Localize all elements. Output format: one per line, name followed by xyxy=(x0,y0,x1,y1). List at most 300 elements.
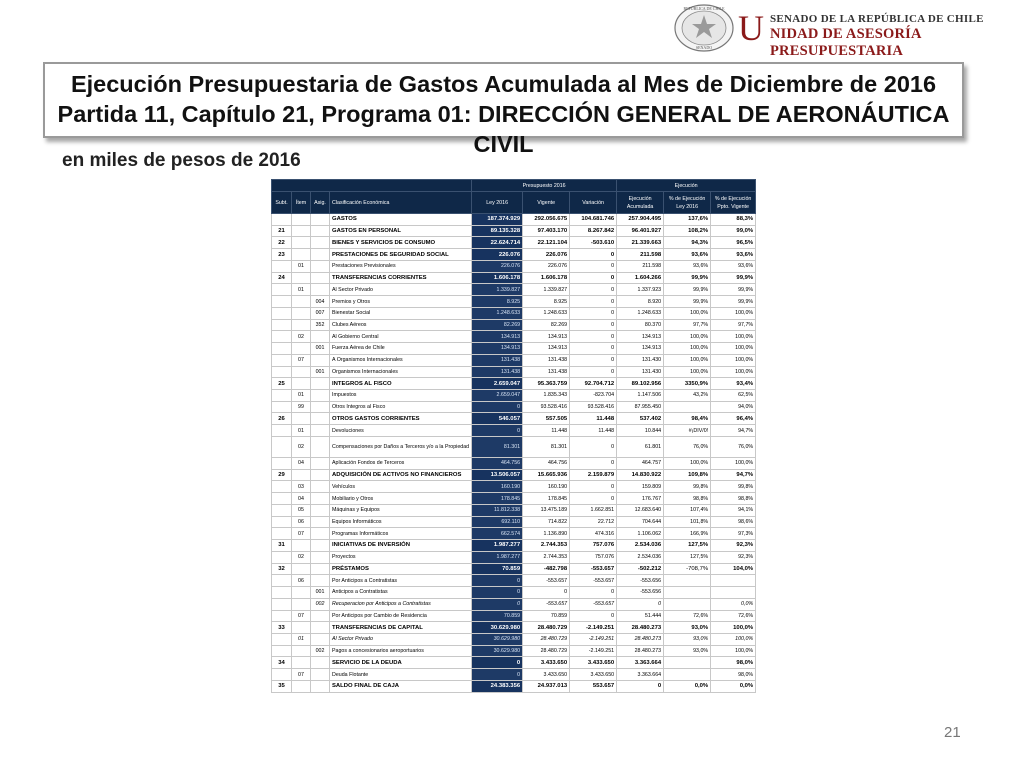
cell-desc: INICIATIVAS DE INVERSIÓN xyxy=(330,540,472,552)
cell-item xyxy=(292,657,311,669)
institution-line2: NIDAD DE ASESORÍA PRESUPUESTARIA xyxy=(770,26,921,59)
cell-pct-ley: 98,4% xyxy=(664,413,711,425)
cell-subt: 35 xyxy=(272,680,292,692)
cell-ejecucion: 12.683.640 xyxy=(617,504,664,516)
cell-item xyxy=(292,563,311,575)
cell-asig: 001 xyxy=(311,587,330,599)
cell-pct-vigente: 99,9% xyxy=(711,272,756,284)
cell-ejecucion: 21.339.663 xyxy=(617,237,664,249)
cell-subt: 31 xyxy=(272,540,292,552)
cell-asig: 002 xyxy=(311,598,330,610)
cell-item xyxy=(292,237,311,249)
cell-variacion: 757.076 xyxy=(570,540,617,552)
cell-desc: PRESTACIONES DE SEGURIDAD SOCIAL xyxy=(330,249,472,261)
cell-item: 01 xyxy=(292,633,311,645)
table-row xyxy=(272,598,756,610)
cell-asig xyxy=(311,331,330,343)
cell-vigente: 2.744.353 xyxy=(523,540,570,552)
cell-item xyxy=(292,645,311,657)
cell-subt: 29 xyxy=(272,469,292,481)
cell-variacion: 11.448 xyxy=(570,425,617,437)
asig-header: Asig. xyxy=(311,192,330,214)
cell-variacion: 0 xyxy=(570,493,617,505)
cell-pct-ley: 43,2% xyxy=(664,390,711,402)
cell-item xyxy=(292,307,311,319)
cell-item xyxy=(292,413,311,425)
cell-variacion: 104.681.746 xyxy=(570,214,617,226)
cell-ley: 1.248.633 xyxy=(472,307,523,319)
cell-pct-ley: 93,6% xyxy=(664,260,711,272)
pct-vigente-header: % de Ejecución Ppto. Vigente xyxy=(711,192,756,214)
cell-vigente: 1.248.633 xyxy=(523,307,570,319)
cell-pct-ley xyxy=(664,575,711,587)
item-header: Ítem xyxy=(292,192,311,214)
cell-asig xyxy=(311,493,330,505)
cell-ejecucion: 0 xyxy=(617,680,664,692)
cell-pct-vigente: 100,0% xyxy=(711,457,756,469)
cell-ley: 89.135.328 xyxy=(472,225,523,237)
cell-variacion: 0 xyxy=(570,610,617,622)
cell-pct-vigente: 100,0% xyxy=(711,622,756,634)
cell-vigente: 11.448 xyxy=(523,425,570,437)
cell-pct-ley: 93,6% xyxy=(664,249,711,261)
cell-item: 01 xyxy=(292,390,311,402)
table-row xyxy=(272,551,756,563)
cell-pct-ley: 98,8% xyxy=(664,493,711,505)
cell-desc: SALDO FINAL DE CAJA xyxy=(330,680,472,692)
ejecucion-header: Ejecución Acumulada xyxy=(617,192,664,214)
cell-asig xyxy=(311,622,330,634)
cell-pct-ley: 127,5% xyxy=(664,551,711,563)
cell-asig xyxy=(311,610,330,622)
cell-vigente: 13.475.189 xyxy=(523,504,570,516)
cell-ejecucion: 8.920 xyxy=(617,296,664,308)
cell-desc: Equipos Informáticos xyxy=(330,516,472,528)
cell-asig xyxy=(311,575,330,587)
cell-desc: Programas Informáticos xyxy=(330,528,472,540)
table-row xyxy=(272,307,756,319)
cell-vigente: 134.913 xyxy=(523,331,570,343)
cell-item xyxy=(292,366,311,378)
cell-asig xyxy=(311,528,330,540)
seal-text-bottom: SENADO xyxy=(695,45,713,50)
cell-asig: 001 xyxy=(311,343,330,355)
cell-variacion: 0 xyxy=(570,260,617,272)
cell-asig xyxy=(311,249,330,261)
cell-vigente: 226.076 xyxy=(523,249,570,261)
table-row xyxy=(272,587,756,599)
cell-desc: Aplicación Fondos de Terceros xyxy=(330,457,472,469)
cell-ley: 81.301 xyxy=(472,436,523,457)
cell-variacion: 0 xyxy=(570,296,617,308)
cell-vigente: -553.657 xyxy=(523,598,570,610)
cell-pct-vigente: 99,9% xyxy=(711,296,756,308)
cell-desc: Otros Integros al Fisco xyxy=(330,401,472,413)
cell-item xyxy=(292,249,311,261)
cell-pct-ley: 93,0% xyxy=(664,633,711,645)
cell-subt xyxy=(272,575,292,587)
cell-ejecucion: 134.913 xyxy=(617,331,664,343)
cell-asig xyxy=(311,390,330,402)
cell-item xyxy=(292,343,311,355)
cell-asig xyxy=(311,354,330,366)
cell-vigente: 28.480.729 xyxy=(523,622,570,634)
table-row xyxy=(272,457,756,469)
cell-ejecucion: 704.644 xyxy=(617,516,664,528)
cell-variacion: -2.149.251 xyxy=(570,633,617,645)
cell-ejecucion: 96.401.927 xyxy=(617,225,664,237)
cell-desc: Proyectos xyxy=(330,551,472,563)
table-row xyxy=(272,390,756,402)
table-row xyxy=(272,343,756,355)
cell-ejecucion: 28.480.273 xyxy=(617,645,664,657)
cell-vigente: 22.121.104 xyxy=(523,237,570,249)
cell-ejecucion: 89.102.956 xyxy=(617,378,664,390)
cell-ley: 13.506.057 xyxy=(472,469,523,481)
cell-ejecucion: 3.363.664 xyxy=(617,669,664,681)
table-row xyxy=(272,272,756,284)
cell-ley: 30.629.980 xyxy=(472,645,523,657)
cell-variacion: 0 xyxy=(570,284,617,296)
cell-ejecucion: 1.147.506 xyxy=(617,390,664,402)
cell-desc: Premios y Otros xyxy=(330,296,472,308)
cell-subt: 25 xyxy=(272,378,292,390)
cell-vigente: 1.835.343 xyxy=(523,390,570,402)
cell-variacion: -823.704 xyxy=(570,390,617,402)
cell-subt: 21 xyxy=(272,225,292,237)
cell-vigente: 464.756 xyxy=(523,457,570,469)
cell-vigente: -553.657 xyxy=(523,575,570,587)
cell-ejecucion: 211.598 xyxy=(617,249,664,261)
cell-subt xyxy=(272,645,292,657)
table-body xyxy=(272,214,756,693)
cell-subt xyxy=(272,528,292,540)
cell-item: 01 xyxy=(292,284,311,296)
cell-vigente: 131.438 xyxy=(523,354,570,366)
cell-vigente: 15.665.936 xyxy=(523,469,570,481)
table-row xyxy=(272,401,756,413)
cell-desc: Vehículos xyxy=(330,481,472,493)
cell-pct-ley: 109,8% xyxy=(664,469,711,481)
vigente-header: Vigente xyxy=(523,192,570,214)
cell-variacion: 0 xyxy=(570,457,617,469)
cell-vigente: 28.480.729 xyxy=(523,645,570,657)
cell-asig xyxy=(311,469,330,481)
cell-asig xyxy=(311,563,330,575)
cell-ejecucion: 1.337.923 xyxy=(617,284,664,296)
cell-item: 05 xyxy=(292,504,311,516)
cell-pct-ley: 166,9% xyxy=(664,528,711,540)
cell-pct-vigente: 72,6% xyxy=(711,610,756,622)
cell-ley: 11.812.338 xyxy=(472,504,523,516)
cell-pct-ley: 100,0% xyxy=(664,331,711,343)
cell-pct-vigente: 96,5% xyxy=(711,237,756,249)
cell-subt: 32 xyxy=(272,563,292,575)
cell-ley: 131.438 xyxy=(472,354,523,366)
cell-variacion: 92.704.712 xyxy=(570,378,617,390)
cell-ejecucion: 87.955.450 xyxy=(617,401,664,413)
table-row xyxy=(272,481,756,493)
cell-pct-vigente: 93,6% xyxy=(711,249,756,261)
cell-asig xyxy=(311,214,330,226)
cell-ley: 0 xyxy=(472,401,523,413)
cell-pct-ley xyxy=(664,657,711,669)
table-row xyxy=(272,528,756,540)
cell-ejecucion: 1.106.062 xyxy=(617,528,664,540)
cell-ejecucion: 159.809 xyxy=(617,481,664,493)
cell-pct-ley: 100,0% xyxy=(664,366,711,378)
cell-subt xyxy=(272,551,292,563)
cell-vigente: 0 xyxy=(523,587,570,599)
cell-item: 01 xyxy=(292,260,311,272)
cell-ejecucion: 14.830.922 xyxy=(617,469,664,481)
cell-pct-vigente: 93,6% xyxy=(711,260,756,272)
cell-pct-ley: -708,7% xyxy=(664,563,711,575)
cell-asig xyxy=(311,540,330,552)
cell-vigente: 81.301 xyxy=(523,436,570,457)
table-row xyxy=(272,563,756,575)
cell-ley: 1.606.178 xyxy=(472,272,523,284)
cell-ejecucion: 61.801 xyxy=(617,436,664,457)
cell-variacion: -503.610 xyxy=(570,237,617,249)
cell-subt xyxy=(272,319,292,331)
cell-pct-vigente: 100,0% xyxy=(711,645,756,657)
cell-asig xyxy=(311,516,330,528)
cell-ley: 134.913 xyxy=(472,331,523,343)
cell-pct-ley: 99,9% xyxy=(664,272,711,284)
cell-variacion: 93.528.416 xyxy=(570,401,617,413)
cell-pct-vigente: 100,0% xyxy=(711,354,756,366)
cell-subt xyxy=(272,504,292,516)
cell-ley: 82.269 xyxy=(472,319,523,331)
cell-variacion: 0 xyxy=(570,307,617,319)
cell-pct-vigente xyxy=(711,575,756,587)
cell-vigente: 93.528.416 xyxy=(523,401,570,413)
cell-subt: 26 xyxy=(272,413,292,425)
cell-ley: 131.438 xyxy=(472,366,523,378)
cell-desc: Máquinas y Equipos xyxy=(330,504,472,516)
cell-subt: 24 xyxy=(272,272,292,284)
cell-subt: 22 xyxy=(272,237,292,249)
cell-item: 02 xyxy=(292,436,311,457)
cell-subt xyxy=(272,354,292,366)
cell-ley: 8.925 xyxy=(472,296,523,308)
cell-item: 04 xyxy=(292,457,311,469)
cell-item: 07 xyxy=(292,610,311,622)
cell-variacion: 8.267.842 xyxy=(570,225,617,237)
cell-subt xyxy=(272,516,292,528)
cell-subt xyxy=(272,284,292,296)
table-row xyxy=(272,249,756,261)
table-row xyxy=(272,260,756,272)
cell-desc: Bienestar Social xyxy=(330,307,472,319)
cell-asig xyxy=(311,272,330,284)
cell-desc: Organismos Internacionales xyxy=(330,366,472,378)
cell-pct-ley: 76,0% xyxy=(664,436,711,457)
cell-pct-vigente: 104,0% xyxy=(711,563,756,575)
cell-pct-vigente: 92,3% xyxy=(711,551,756,563)
table-row xyxy=(272,633,756,645)
cell-pct-ley: #¡DIV/0! xyxy=(664,425,711,437)
cell-variacion: -2.149.251 xyxy=(570,622,617,634)
cell-item: 99 xyxy=(292,401,311,413)
cell-asig xyxy=(311,481,330,493)
cell-pct-vigente: 98,6% xyxy=(711,516,756,528)
cell-vigente: 28.480.729 xyxy=(523,633,570,645)
cell-vigente: 70.859 xyxy=(523,610,570,622)
table-row xyxy=(272,645,756,657)
cell-pct-ley: 99,9% xyxy=(664,296,711,308)
institution-initial: U xyxy=(738,8,764,48)
table-row xyxy=(272,284,756,296)
cell-ley: 160.190 xyxy=(472,481,523,493)
cell-item xyxy=(292,469,311,481)
cell-ejecucion: 2.534.036 xyxy=(617,540,664,552)
budget-execution-table xyxy=(271,179,756,693)
cell-ejecucion: -553.656 xyxy=(617,575,664,587)
cell-variacion: 553.657 xyxy=(570,680,617,692)
cell-desc: GASTOS xyxy=(330,214,472,226)
cell-asig xyxy=(311,225,330,237)
cell-asig: 352 xyxy=(311,319,330,331)
cell-pct-vigente: 94,0% xyxy=(711,401,756,413)
cell-ejecucion: 51.444 xyxy=(617,610,664,622)
cell-subt xyxy=(272,260,292,272)
cell-desc: TRANSFERENCIAS CORRIENTES xyxy=(330,272,472,284)
cell-subt xyxy=(272,436,292,457)
header-blank xyxy=(272,180,472,192)
cell-ejecucion: -553.656 xyxy=(617,587,664,599)
cell-pct-vigente: 96,4% xyxy=(711,413,756,425)
cell-pct-ley xyxy=(664,587,711,599)
cell-pct-ley: 108,2% xyxy=(664,225,711,237)
cell-variacion: 0 xyxy=(570,319,617,331)
cell-item xyxy=(292,598,311,610)
cell-pct-vigente xyxy=(711,587,756,599)
cell-pct-ley: 93,0% xyxy=(664,622,711,634)
table-row xyxy=(272,680,756,692)
cell-desc: Mobiliario y Otros xyxy=(330,493,472,505)
table-row xyxy=(272,296,756,308)
cell-vigente: 131.438 xyxy=(523,366,570,378)
cell-pct-vigente: 98,8% xyxy=(711,493,756,505)
cell-ejecucion: 2.534.036 xyxy=(617,551,664,563)
cell-ejecucion: 10.844 xyxy=(617,425,664,437)
cell-pct-vigente: 100,0% xyxy=(711,633,756,645)
cell-desc: Anticipos a Contratistas xyxy=(330,587,472,599)
cell-ley: 226.076 xyxy=(472,249,523,261)
cell-variacion: 757.076 xyxy=(570,551,617,563)
table-row xyxy=(272,436,756,457)
cell-ley: 2.659.047 xyxy=(472,378,523,390)
cell-item xyxy=(292,272,311,284)
cell-desc: Al Sector Privado xyxy=(330,633,472,645)
cell-pct-vigente: 0,0% xyxy=(711,598,756,610)
cell-variacion: -553.657 xyxy=(570,575,617,587)
cell-pct-vigente: 100,0% xyxy=(711,366,756,378)
cell-ley: 70.859 xyxy=(472,563,523,575)
variacion-header: Variación xyxy=(570,192,617,214)
cell-vigente: 3.433.650 xyxy=(523,657,570,669)
cell-item: 02 xyxy=(292,331,311,343)
cell-pct-vigente: 94,7% xyxy=(711,469,756,481)
cell-ley: 1.987.277 xyxy=(472,540,523,552)
table-row xyxy=(272,493,756,505)
table-row xyxy=(272,516,756,528)
cell-pct-vigente: 76,0% xyxy=(711,436,756,457)
cell-variacion: 0 xyxy=(570,249,617,261)
cell-pct-vigente: 88,3% xyxy=(711,214,756,226)
cell-desc: Fuerza Aérea de Chile xyxy=(330,343,472,355)
cell-subt xyxy=(272,401,292,413)
cell-vigente: 95.363.759 xyxy=(523,378,570,390)
cell-item: 06 xyxy=(292,516,311,528)
cell-vigente: 160.190 xyxy=(523,481,570,493)
cell-ejecucion: 257.904.495 xyxy=(617,214,664,226)
table-row xyxy=(272,610,756,622)
cell-asig xyxy=(311,457,330,469)
cell-variacion: 11.448 xyxy=(570,413,617,425)
cell-ley: 0 xyxy=(472,425,523,437)
cell-vigente: 292.056.675 xyxy=(523,214,570,226)
cell-desc: Pagos a concesionarios aeroportuarios xyxy=(330,645,472,657)
cell-ley: 1.987.277 xyxy=(472,551,523,563)
cell-ley: 178.845 xyxy=(472,493,523,505)
cell-pct-vigente: 99,8% xyxy=(711,481,756,493)
cell-asig: 002 xyxy=(311,645,330,657)
cell-asig xyxy=(311,413,330,425)
cell-asig xyxy=(311,657,330,669)
cell-item xyxy=(292,587,311,599)
table-row xyxy=(272,237,756,249)
cell-pct-vigente: 97,7% xyxy=(711,319,756,331)
cell-item: 01 xyxy=(292,425,311,437)
cell-pct-vigente: 99,0% xyxy=(711,225,756,237)
table-row xyxy=(272,331,756,343)
cell-desc: Recuperacion por Anticipos a Contratistas xyxy=(330,598,472,610)
cell-asig xyxy=(311,551,330,563)
cell-subt xyxy=(272,610,292,622)
cell-desc: SERVICIO DE LA DEUDA xyxy=(330,657,472,669)
cell-desc: Impuestos xyxy=(330,390,472,402)
clasificacion-header: Clasificación Económica xyxy=(330,192,472,214)
cell-ejecucion: 1.248.633 xyxy=(617,307,664,319)
table-row xyxy=(272,413,756,425)
cell-pct-vigente: 98,0% xyxy=(711,669,756,681)
cell-ley: 30.629.980 xyxy=(472,622,523,634)
cell-variacion: 3.433.650 xyxy=(570,669,617,681)
column-header-row xyxy=(272,192,756,214)
cell-asig xyxy=(311,504,330,516)
cell-pct-ley: 100,0% xyxy=(664,457,711,469)
table-row xyxy=(272,214,756,226)
cell-vigente: 24.937.013 xyxy=(523,680,570,692)
cell-item xyxy=(292,214,311,226)
cell-asig xyxy=(311,378,330,390)
cell-variacion: 0 xyxy=(570,343,617,355)
cell-variacion: 474.316 xyxy=(570,528,617,540)
cell-ley: 692.110 xyxy=(472,516,523,528)
cell-ejecucion: 176.767 xyxy=(617,493,664,505)
cell-item: 04 xyxy=(292,493,311,505)
cell-vigente: 2.744.353 xyxy=(523,551,570,563)
cell-variacion: 0 xyxy=(570,587,617,599)
cell-pct-vigente: 94,7% xyxy=(711,425,756,437)
cell-item xyxy=(292,296,311,308)
table-row xyxy=(272,504,756,516)
cell-ley: 464.756 xyxy=(472,457,523,469)
cell-pct-ley xyxy=(664,669,711,681)
